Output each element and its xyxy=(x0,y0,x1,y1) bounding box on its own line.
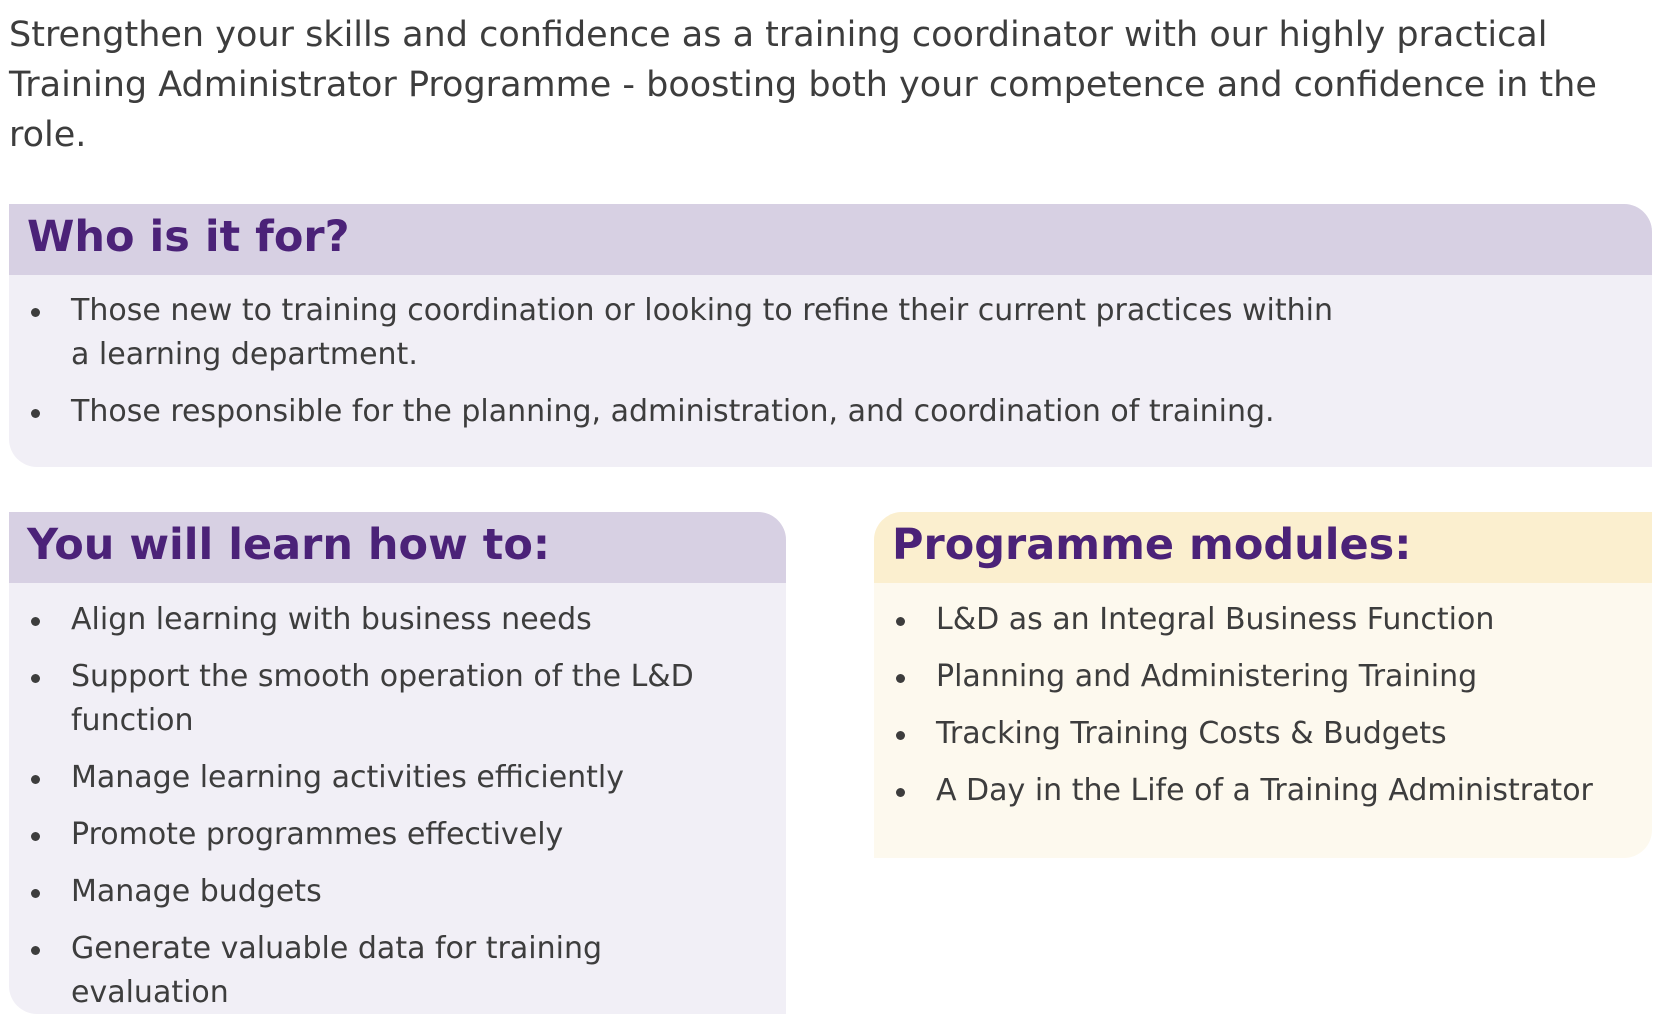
programme-modules-list xyxy=(874,583,1652,813)
list-item: Those new to training coordination or looking to refine their current practices within a learning department. xyxy=(9,289,1352,377)
programme-modules-heading: Programme modules: xyxy=(874,512,1652,583)
list-item: Generate valuable data for training evaluation xyxy=(9,927,766,1014)
list-item: L&D as an Integral Business Function xyxy=(874,598,1642,642)
learn-list xyxy=(9,583,786,1014)
list-item: Manage learning activities efficiently xyxy=(9,756,766,800)
list-item: Align learning with business needs xyxy=(9,598,766,642)
list-item: Manage budgets xyxy=(9,870,766,914)
list-item: Support the smooth operation of the L&D function xyxy=(9,655,766,743)
list-item: Promote programmes effectively xyxy=(9,813,766,857)
intro-paragraph: Strengthen your skills and confidence as a training coordinator with our highly practical Training Administrator Programme - boosting both your competence and confidence in the role. xyxy=(9,15,1597,155)
who-is-it-for-list xyxy=(9,275,1652,434)
learn-heading: You will learn how to: xyxy=(9,512,786,583)
who-is-it-for-heading: Who is it for? xyxy=(9,204,1652,275)
learn-panel xyxy=(9,512,786,1014)
list-item: Planning and Administering Training xyxy=(874,655,1642,699)
list-item: Tracking Training Costs & Budgets xyxy=(874,712,1642,756)
list-item: Those responsible for the planning, administration, and coordination of training. xyxy=(9,390,1352,434)
programme-modules-panel xyxy=(874,512,1652,858)
who-is-it-for-panel xyxy=(9,204,1652,467)
list-item: A Day in the Life of a Training Administrator xyxy=(874,769,1642,813)
